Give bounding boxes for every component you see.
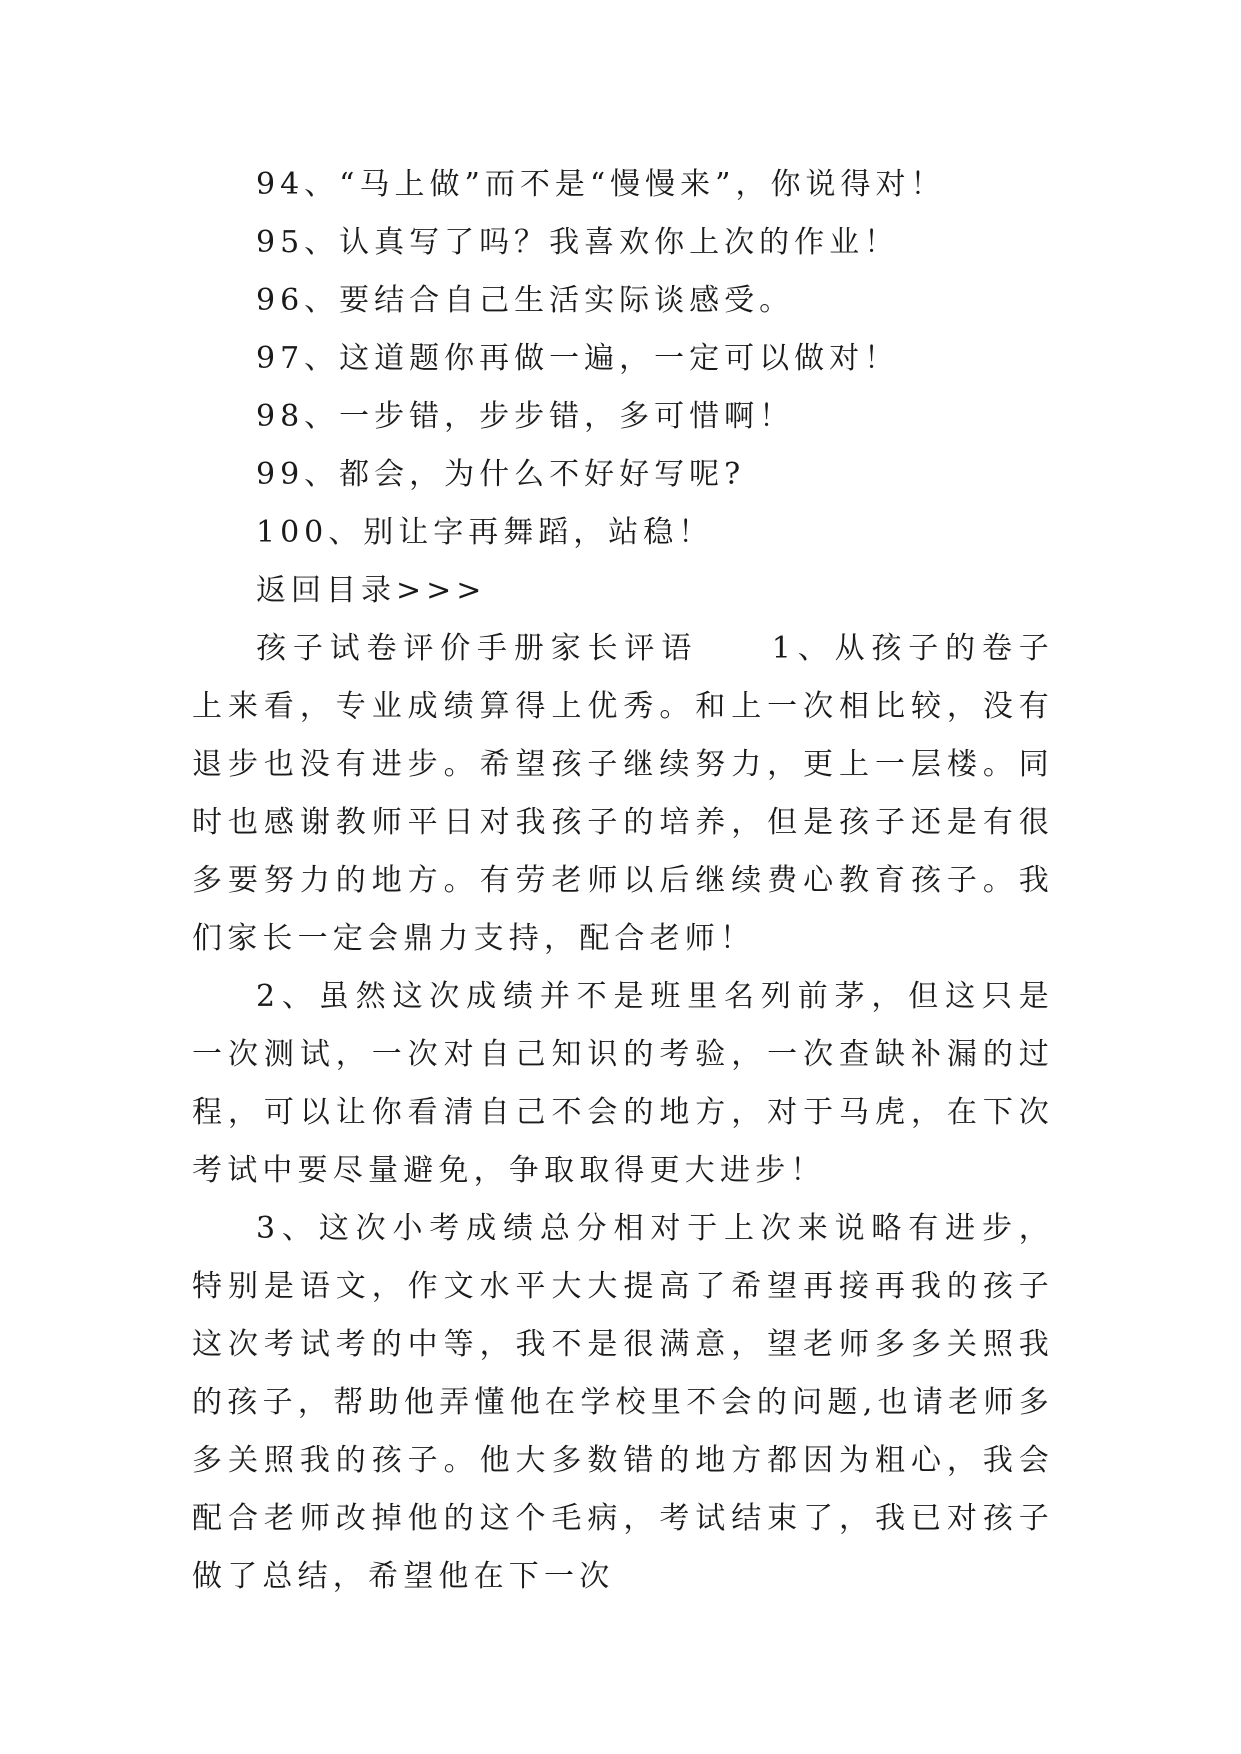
list-item: 97、这道题你再做一遍，一定可以做对！ — [256, 341, 900, 376]
paragraph-parent-comment-3: 3、这次小考成绩总分相对于上次来说略有进步，特别是语文，作文水平大大提高了希望再接再我的孩子这次考试考的中等，我不是很满意，望老师多多关照我的孩子，帮助他弄懂他在学校里不会的问题,也请老师多多关照我的孩子。他大多数错的地方都因为粗心，我会配合老师改掉他的这个毛病，考试结束了，我已对孩子做了总结，希望他在下一次 — [192, 1211, 1054, 1594]
document-content — [192, 156, 1054, 1606]
back-to-toc-link[interactable]: 返回目录>>> — [256, 573, 487, 608]
list-item: 99、都会，为什么不好好写呢? — [256, 457, 746, 492]
paragraph-parent-comment-2: 2、虽然这次成绩并不是班里名列前茅，但这只是一次测试，一次对自己知识的考验，一次查缺补漏的过程，可以让你看清自己不会的地方，对于马虎，在下次考试中要尽量避免，争取取得更大进步！ — [192, 979, 1054, 1188]
list-item: 96、要结合自己生活实际谈感受。 — [256, 283, 795, 318]
list-item: 95、认真写了吗？我喜欢你上次的作业！ — [256, 225, 900, 260]
paragraph-parent-comment-1: 孩子试卷评价手册家长评语 1、从孩子的卷子上来看，专业成绩算得上优秀。和上一次相比较，没有退步也没有进步。希望孩子继续努力，更上一层楼。同时也感谢教师平日对我孩子的培养，但是孩子还是有很多要努力的地方。有劳老师以后继续费心教育孩子。我们家长一定会鼎力支持，配合老师！ — [192, 631, 1054, 956]
list-item: 100、别让字再舞蹈，站稳！ — [256, 515, 714, 550]
list-item: 94、“马上做”而不是“慢慢来”，你说得对！ — [256, 167, 946, 202]
list-item: 98、一步错，步步错，多可惜啊！ — [256, 399, 795, 434]
back-to-toc-row — [192, 562, 1054, 620]
